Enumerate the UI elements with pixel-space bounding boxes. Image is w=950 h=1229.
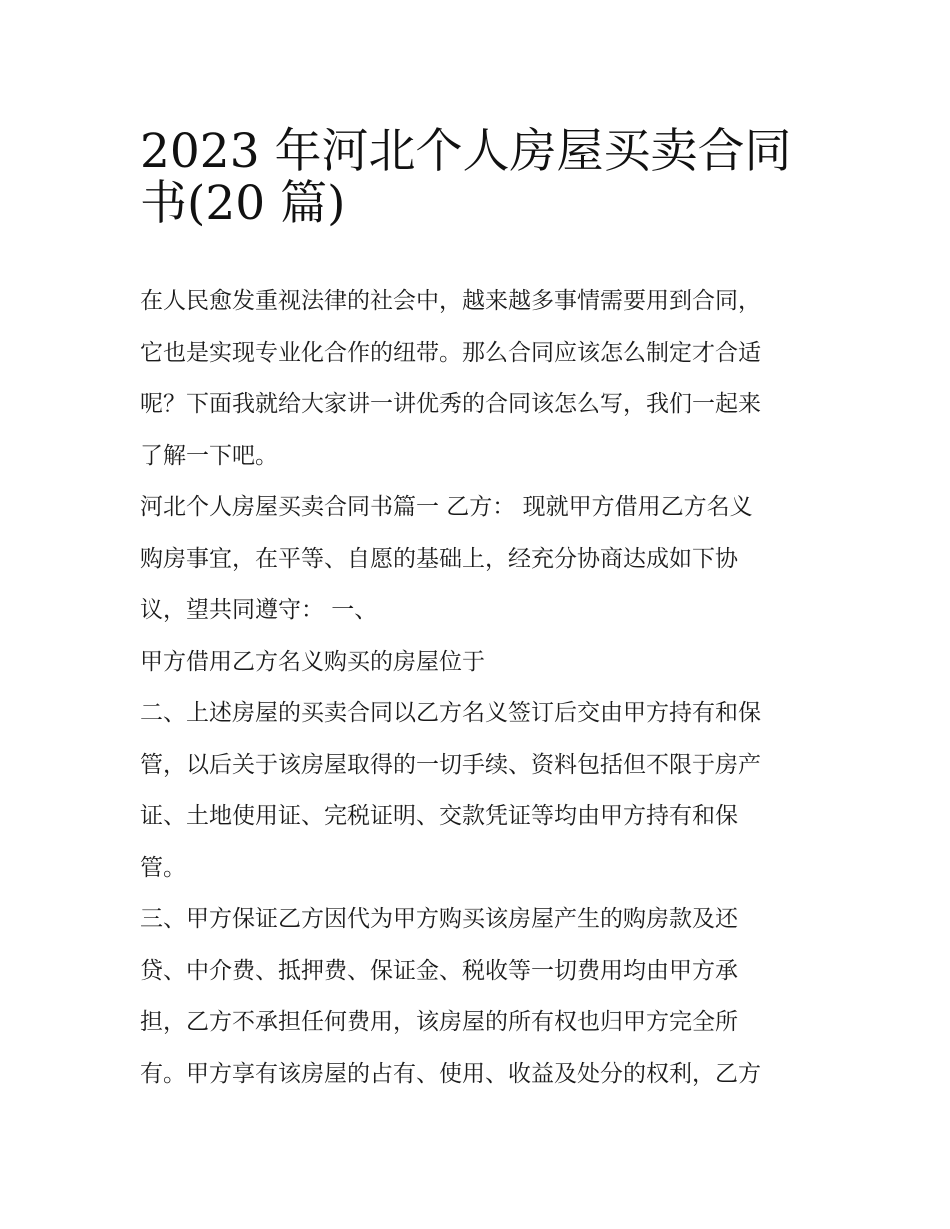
text-line: 在人民愈发重视法律的社会中，越来越多事情需要用到合同，: [140, 288, 761, 314]
intro-paragraph: [140, 276, 815, 482]
text-line: 贷、中介费、抵押费、保证金、税收等一切费用均由甲方承: [140, 957, 738, 984]
text-line: 证、土地使用证、完税证明、交款凭证等均由甲方持有和保: [140, 803, 738, 829]
text-line: 三、甲方保证乙方因代为甲方购买该房屋产生的购房款及还: [140, 906, 738, 932]
document-title: [140, 112, 820, 231]
title-line-1: 2023 年河北个人房屋买卖合同: [140, 124, 792, 179]
text-line: 担，乙方不承担任何费用，该房屋的所有权也归甲方完全所: [140, 1009, 738, 1035]
text-line: 购房事宜，在平等、自愿的基础上，经充分协商达成如下协: [140, 545, 738, 572]
text-line: 了解一下吧。: [140, 442, 278, 469]
text-line: 二、上述房屋的买卖合同以乙方名义签订后交由甲方持有和保: [140, 700, 761, 726]
text-line: 甲方借用乙方名义购买的房屋位于: [140, 648, 485, 675]
clause-1-paragraph: [140, 637, 815, 689]
text-line: 它也是实现专业化合作的纽带。那么合同应该怎么制定才合适: [140, 339, 761, 366]
title-line-2: 书(20 篇): [140, 175, 346, 231]
text-line: 有。甲方享有该房屋的占有、使用、收益及处分的权利，乙方: [140, 1060, 761, 1087]
text-line: 呢？下面我就给大家讲一讲优秀的合同该怎么写，我们一起来: [140, 391, 761, 417]
contract-opening-paragraph: [140, 482, 815, 637]
clause-2-paragraph: [140, 688, 815, 894]
text-line: 议，望共同遵守： 一、: [140, 597, 378, 623]
document-body: [140, 276, 815, 1100]
text-line: 管。: [140, 854, 186, 881]
clause-3-paragraph: [140, 894, 815, 1100]
text-line: 河北个人房屋买卖合同书篇一 乙方： 现就甲方借用乙方名义: [140, 494, 753, 520]
text-line: 管，以后关于该房屋取得的一切手续、资料包括但不限于房产: [140, 751, 761, 778]
